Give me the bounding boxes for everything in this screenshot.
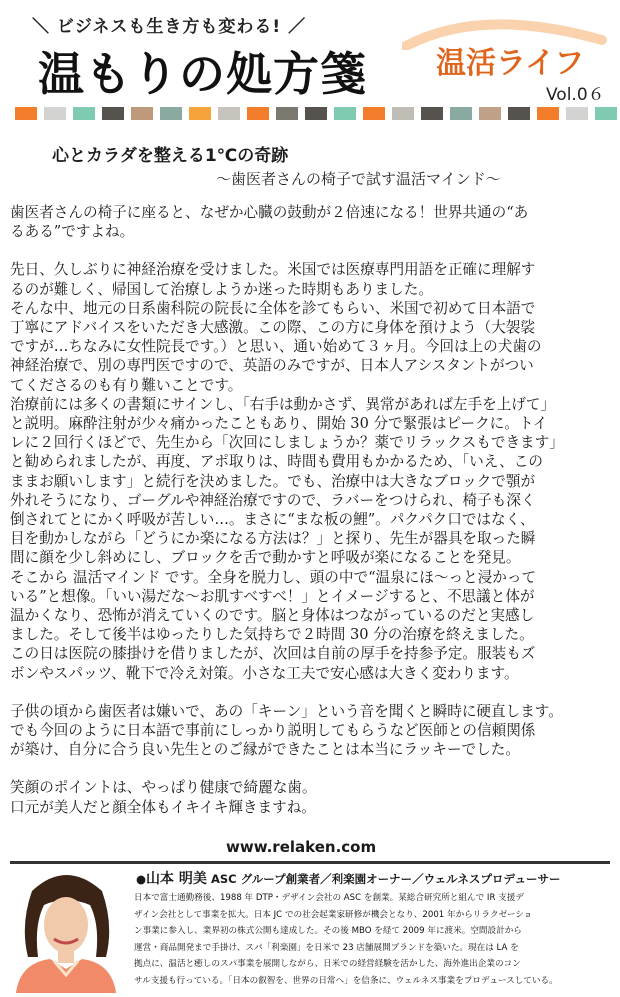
bullet: ●	[136, 872, 147, 886]
color-square-strip	[15, 107, 620, 120]
paragraph: 先日、久しぶりに神経治療を受けました。米国では医療専門用語を正確に理解す るのが難しく、帰国して治療しようか迷った時期もありました。 そんな中、地元の日系歯科院の院長に全体を診てもらい、米国で初めて日本語で 丁寧にアドバイスをいただき大感激。この際、この方に身体を預けよう（大袈裟 ですが…ちなみに女性院長です。）と思い、通い始めて３ヶ月。今回は上の犬歯の 神経治療で、別の専門医ですので、英語のみですが、日本人アシスタントがつい てくださるのも有り難いことです。 治療前には多くの書類にサインし、「右手は動かさず、異常があれば左手を上げて」 と説明。麻酔注射が少々痛かったこともあり、開始 30 分で緊張はピークに。トイ レに２回行くほどで、先生から「次回にしましょうか？薬でリラックスもできます」 と勧められましたが、再度、アポ取りは、時間も費用もかかるため、「いえ、この ままお願いします」と続行を決めました。でも、治療中は大きなブロックで顎が 外れそうになり、ゴーグルや神経治療ですので、ラバーをつけられ、椅子も深く 倒されてとにかく呼吸が苦しい…。まさに“まな板の鯉”。パクパク口ではなく、 目を動かしながら「どうにか楽になる方法は？」と探り、先生が器具を取った瞬 間に顔を少し斜めにし、ブロックを舌で動かすと呼吸が楽になることを発見。 そこから 温活マインド です。全身を脱力し、頭の中で“温泉にほ〜っと浸かって いる”と想像。「いい湯だな〜お肌すべすべ！」とイメージすると、不思議と体が 温かくなり、恐怖が消えていくのです。脳と身体はつながっているのだと実感し ました。そして後半はゆったりした気持ちで２時間 30 分の治療を終えました。 この日は医院の膝掛けを借りましたが、次回は自前の厚手を持参予定。服装もズ ボンやスパッツ、靴下で冷え対策。小さな工夫で安心感は大きく変わります。	[10, 261, 564, 682]
color-square	[566, 107, 588, 120]
color-square	[450, 107, 472, 120]
color-square	[247, 107, 269, 120]
volume-label: Vol.0６	[546, 85, 605, 105]
color-square	[595, 107, 617, 120]
color-square	[160, 107, 182, 120]
color-square	[421, 107, 443, 120]
divider	[10, 861, 610, 864]
article-heading: 心とカラダを整える1℃の奇跡	[52, 146, 289, 166]
color-square	[363, 107, 385, 120]
profile-bio: 日本で富士通勤務後、1988 年 DTP・デザイン会社の ASC を創業。某総合研究所と組んで IR 支援デ ザイン会社として事業を拡大。日本 JC での社会起業家研修が機会となり、2001 年からリラクゼーショ ン事業に参入し、業界初の株式公開も達成した。その後 MBO を経て 2009 年に渡米。空間設計から 運営・商品開発まで手掛け、スパ「利楽園」を日米で 23 店舗展開ブランドを築いた。現在は LA を 拠点に、温活と癒しのスパ事業を展開しながら、日米での経営経験を活かした、海外進出企業のコン サル支援も行っている。「日本の叡智を、世界の日常へ」を信条に、ウェルネス事業をプロデュースしている。	[134, 893, 558, 986]
color-square	[73, 107, 95, 120]
paragraph: 歯医者さんの椅子に座ると、なぜか心臓の鼓動が２倍速になる！世界共通の“あ るある”ですよね。	[10, 204, 529, 241]
paragraph: 子供の頃から歯医者は嫌いで、あの「キーン」という音を聞くと瞬時に硬直します。 でも今回のように日本語で事前にしっかり説明してもらうなど医師との信頼関係 が築け、自分に合う良い先生とのご縁ができたことは本当にラッキーでした。	[10, 702, 563, 759]
profile-name: 山本 明美	[146, 871, 207, 887]
color-square	[508, 107, 530, 120]
color-square	[102, 107, 124, 120]
color-square	[392, 107, 414, 120]
color-square	[189, 107, 211, 120]
profile-roles: ASC グループ創業者／利楽園オーナー／ウェルネスプロデューサー	[210, 872, 561, 886]
color-square	[44, 107, 66, 120]
color-square	[305, 107, 327, 120]
page-title: 温もりの処方箋	[38, 47, 367, 101]
header	[0, 0, 620, 120]
color-square	[131, 107, 153, 120]
profile-header	[136, 868, 561, 888]
article-subheading: 〜歯医者さんの椅子で試す温活マインド〜	[216, 170, 501, 188]
article-body	[10, 203, 614, 836]
series-title: 温活ライフ	[436, 46, 585, 81]
tagline: ＼ ビジネスも生き方も変わる! ／	[32, 17, 307, 37]
color-square	[218, 107, 240, 120]
color-square	[479, 107, 501, 120]
website-link[interactable]: www.relaken.com	[226, 838, 377, 856]
color-square	[15, 107, 37, 120]
color-square	[537, 107, 559, 120]
color-square	[334, 107, 356, 120]
color-square	[276, 107, 298, 120]
author-photo	[10, 865, 122, 993]
paragraph: 笑顔のポイントは、やっぱり健康で綺麗な歯。 口元が美人だと顔全体もイキイキ輝きますね。	[10, 779, 317, 816]
